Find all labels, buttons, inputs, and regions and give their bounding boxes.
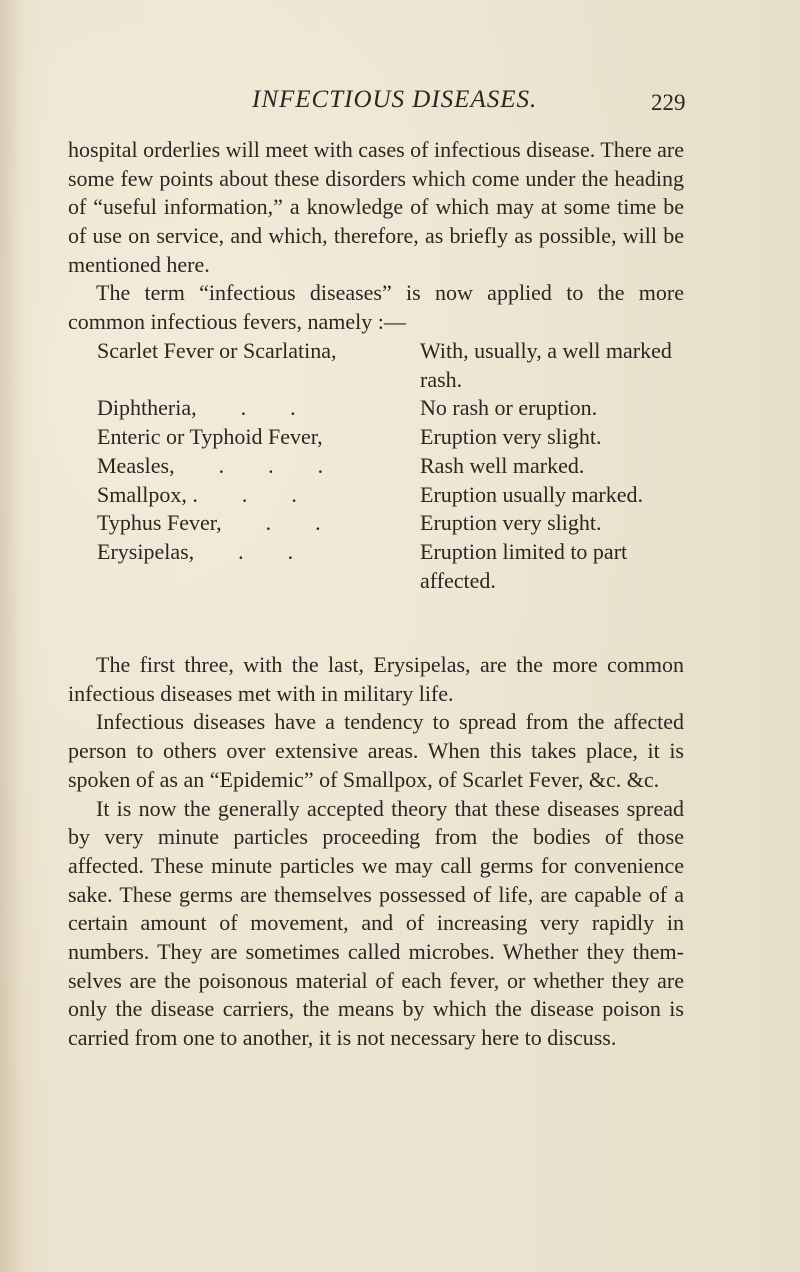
fevers-table (97, 337, 697, 595)
fever-description: No rash or eruption. (420, 395, 598, 421)
fever-row (97, 337, 697, 394)
fever-description: With, usually, a well marked rash. (420, 338, 672, 392)
fever-row (97, 452, 697, 481)
fever-description: Eruption very slight. (420, 510, 602, 536)
paragraph-block-body (68, 651, 684, 1053)
paragraph-epidemic: Infectious diseases have a tendency to spread from the affected person to others over extensive areas. When this takes place, it is spoken of as an “Epidemic” of Smallpox, of Scarlet Fever, &c. &c. (68, 709, 684, 792)
fever-name: Typhus Fever, . . (97, 510, 321, 536)
fever-name: Erysipelas, . . (97, 538, 294, 564)
paragraph-term-definition: The term “infectious diseases” is now applied to the more common infectious fevers, namely :— (68, 280, 684, 334)
fever-name: Measles, . . . (97, 452, 324, 478)
fever-row (97, 538, 697, 595)
page-number: 229 (651, 90, 686, 115)
fever-row (97, 509, 697, 538)
running-title: INFECTIOUS DISEASES. (252, 86, 538, 113)
fever-row (97, 394, 697, 423)
fever-name: Scarlet Fever or Scarlatina, (97, 338, 337, 363)
fever-name: Enteric or Typhoid Fever, (97, 424, 323, 450)
paragraph-germ-theory: It is now the generally accepted theory that these diseases spread by very minute particles proceeding from the bodies of those affected. These minute particles we may call germs for convenience sake. These germs are themselves possessed of life, are capable of a certain amount of movement, and of increasing very rapidly in numbers. They are sometimes called microbes. Whether they themselves are the poisonous material of each fever, or whether they are only the disease carriers, the means by which the disease poison is carried from one to another, it is not necessary here to discuss. (68, 795, 684, 1051)
paragraph-block-term (68, 279, 684, 336)
fever-description: Eruption very slight. (420, 424, 602, 450)
fever-description: Eruption limited to part affected. (420, 538, 628, 593)
fever-name: Smallpox, . . . (97, 481, 297, 507)
page-gutter-shadow (0, 0, 22, 1272)
fever-row (97, 481, 697, 510)
fever-name: Diphtheria, . . (97, 395, 296, 421)
fever-description: Rash well marked. (420, 452, 585, 478)
paragraph-block-intro (68, 136, 684, 280)
fever-description: Eruption usually marked. (420, 481, 644, 507)
paragraph-common-diseases: The first three, with the last, Erysipelas, are the more common infectious diseases met with in military life. (68, 652, 684, 706)
fever-row (97, 423, 697, 452)
paragraph-intro: hospital orderlies will meet with cases of infectious disease. There are some few points about these disorders which come under the heading of “useful information,” a knowledge of which may at some time be of use on service, and which, therefore, as briefly as possible, will be mentioned here. (68, 137, 684, 277)
running-header (0, 86, 800, 122)
